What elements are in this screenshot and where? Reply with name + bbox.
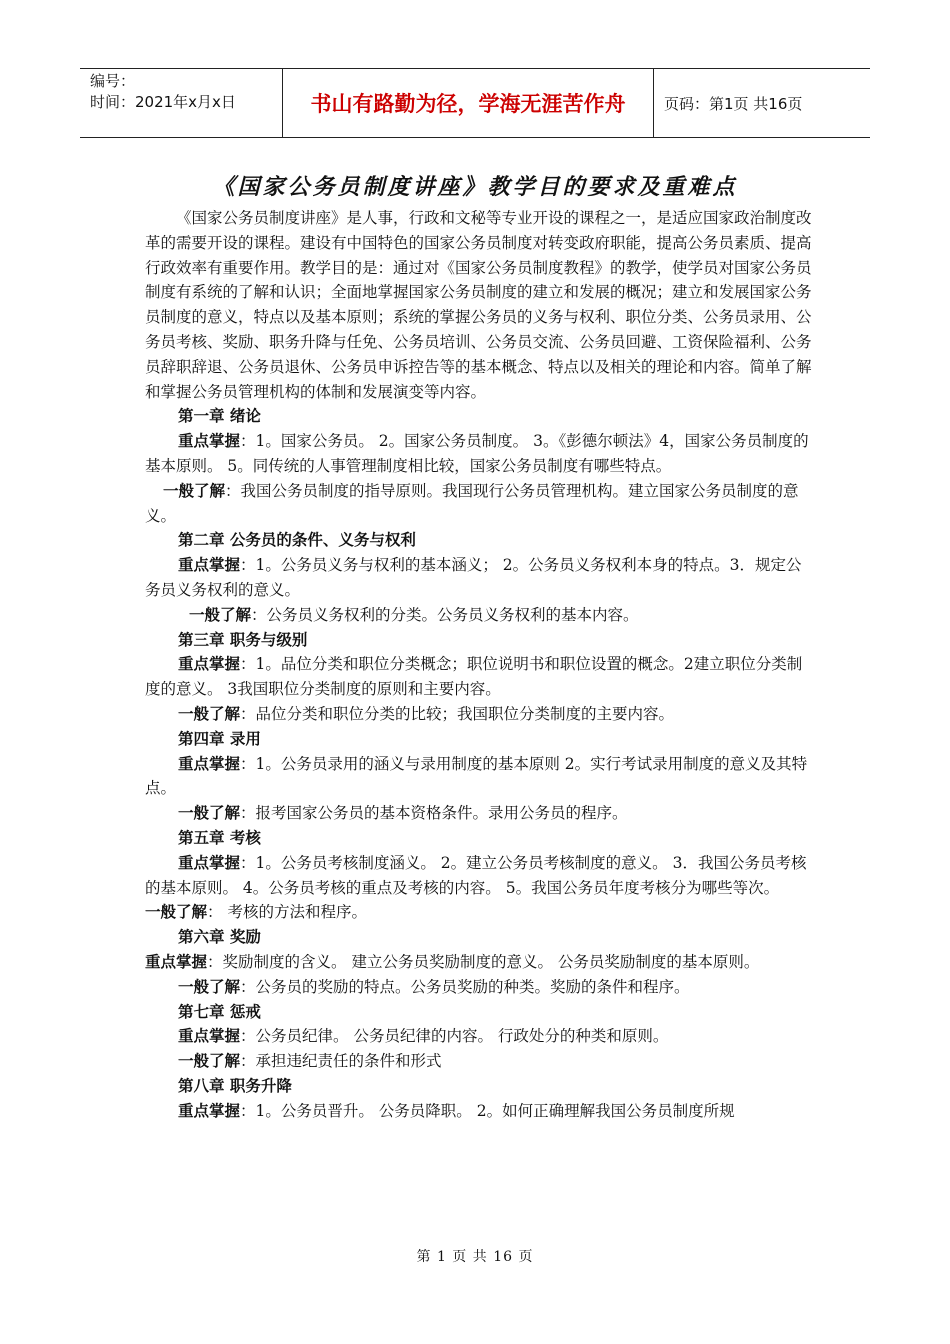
key-text: ：1。公务员考核制度涵义。 2。建立公务员考核制度的意义。 3．我国公务员考核的基本原则。 4。公务员考核的重点及考核的内容。 5。我国公务员年度考核分为哪些等次。 <box>145 853 807 897</box>
general-text: ：承担违纪责任的条件和形式 <box>240 1052 442 1071</box>
key-label: 重点掌握 <box>178 753 241 773</box>
key-text: ：1。公务员晋升。 公务员降职。 2。如何正确理解我国公务员制度所规 <box>240 1101 735 1120</box>
general-label: 一般了解 <box>178 1051 241 1071</box>
key-text: ：公务员纪律。 公务员纪律的内容。 行政处分的种类和原则。 <box>240 1027 669 1046</box>
key-label: 重点掌握 <box>178 431 241 451</box>
key-label: 重点掌握 <box>178 852 241 872</box>
chapter-heading: 第一章 绪论 <box>178 406 261 426</box>
key-label: 重点掌握 <box>178 654 241 674</box>
header-meta <box>80 69 282 137</box>
general-points <box>145 1049 813 1074</box>
key-points <box>145 950 813 975</box>
key-text: ：1。公务员录用的涵义与录用制度的基本原则 2。实行考试录用制度的意义及其特点。 <box>145 754 808 798</box>
general-label: 一般了解 <box>163 480 226 500</box>
general-text: ：公务员义务权利的分类。公务员义务权利的基本内容。 <box>251 605 639 624</box>
key-label: 重点掌握 <box>178 1100 241 1120</box>
intro-paragraph: 《国家公务员制度讲座》是人事，行政和文秘等专业开设的课程之一，是适应国家政治制度改革的需要开设的课程。建设有中国特色的国家公务员制度对转变政府职能，提高公务员素质、提高行政效率有重要作用。教学目的是：通过对《国家公务员制度教程》的教学，使学员对国家公务员制度有系统的了解和认识；全面地掌握国家公务员制度的建立和发展的概况；建立和发展国家公务员制度的意义，特点以及基本原则；系统的掌握公务员的义务与权利、职位分类、公务员录用、公务员考核、奖励、职务升降与任免、公务员培训、公务员交流、公务员回避、工资保险福利、公务员辞职辞退、公务员退休、公务员申诉控告等的基本概念、特点以及相关的理论和内容。简单了解和掌握公务员管理机构的体制和发展演变等内容。 <box>145 209 812 401</box>
general-points <box>145 900 813 925</box>
general-text: ：公务员的奖励的特点。公务员奖励的种类。奖励的条件和程序。 <box>240 977 690 996</box>
document-header <box>80 68 870 138</box>
key-text: ：1。品位分类和职位分类概念；职位说明书和职位设置的概念。2建立职位分类制度的意义。 3我国职位分类制度的原则和主要内容。 <box>145 655 803 699</box>
general-points <box>145 801 813 826</box>
key-label: 重点掌握 <box>178 1026 241 1046</box>
chapter-heading: 第八章 职务升降 <box>178 1075 292 1095</box>
general-points <box>145 702 813 727</box>
general-text: ： 考核的方法和程序。 <box>207 903 367 922</box>
general-label: 一般了解 <box>178 976 241 996</box>
key-text: ：1。国家公务员。 2。国家公务员制度。 3。《彭德尔顿法》4，国家公务员制度的基本原则。 5。同传统的人事管理制度相比较，国家公务员制度有哪些特点。 <box>145 432 809 475</box>
key-points <box>145 652 813 702</box>
general-text: ：报考国家公务员的基本资格条件。录用公务员的程序。 <box>240 804 628 823</box>
key-points <box>145 851 813 901</box>
document-body <box>145 206 813 1123</box>
key-points <box>145 1099 813 1124</box>
general-points <box>145 603 813 628</box>
page-footer: 第 1 页 共 16 页 <box>416 1249 534 1265</box>
chapter-heading: 第六章 奖励 <box>178 927 261 947</box>
header-motto: 书山有路勤为径，学海无涯苦作舟 <box>282 69 654 137</box>
chapter-heading: 第四章 录用 <box>178 728 261 748</box>
general-label: 一般了解 <box>178 703 241 723</box>
key-text: ：1。公务员义务与权利的基本涵义； 2。公务员义务权利本身的特点。3．规定公务员义务权利的意义。 <box>145 556 802 599</box>
general-points <box>145 975 813 1000</box>
key-label: 重点掌握 <box>178 555 241 575</box>
general-points <box>145 479 813 529</box>
chapter-heading: 第三章 职务与级别 <box>178 629 308 649</box>
general-label: 一般了解 <box>178 803 241 823</box>
time-label: 时间：2021年x月x日 <box>90 93 236 111</box>
key-points <box>145 1024 813 1049</box>
key-text: ：奖励制度的含义。 建立公务员奖励制度的意义。 公务员奖励制度的基本原则。 <box>207 952 760 971</box>
header-page-info: 页码：第1页 共16页 <box>664 94 803 113</box>
general-text: ：品位分类和职位分类的比较；我国职位分类制度的主要内容。 <box>240 704 675 723</box>
general-label: 一般了解 <box>189 604 252 624</box>
general-label: 一般了解 <box>145 902 208 922</box>
key-points <box>145 752 813 802</box>
key-label: 重点掌握 <box>145 951 208 971</box>
code-label: 编号： <box>90 72 136 90</box>
key-points <box>145 429 813 479</box>
chapter-heading: 第七章 惩戒 <box>178 1001 261 1021</box>
chapter-heading: 第二章 公务员的条件、义务与权利 <box>178 530 416 550</box>
general-text: ：我国公务员制度的指导原则。我国现行公务员管理机构。建立国家公务员制度的意义。 <box>145 481 799 525</box>
key-points <box>145 553 813 603</box>
chapter-heading: 第五章 考核 <box>178 827 261 847</box>
document-title: 《国家公务员制度讲座》教学目的要求及重难点 <box>212 174 738 200</box>
